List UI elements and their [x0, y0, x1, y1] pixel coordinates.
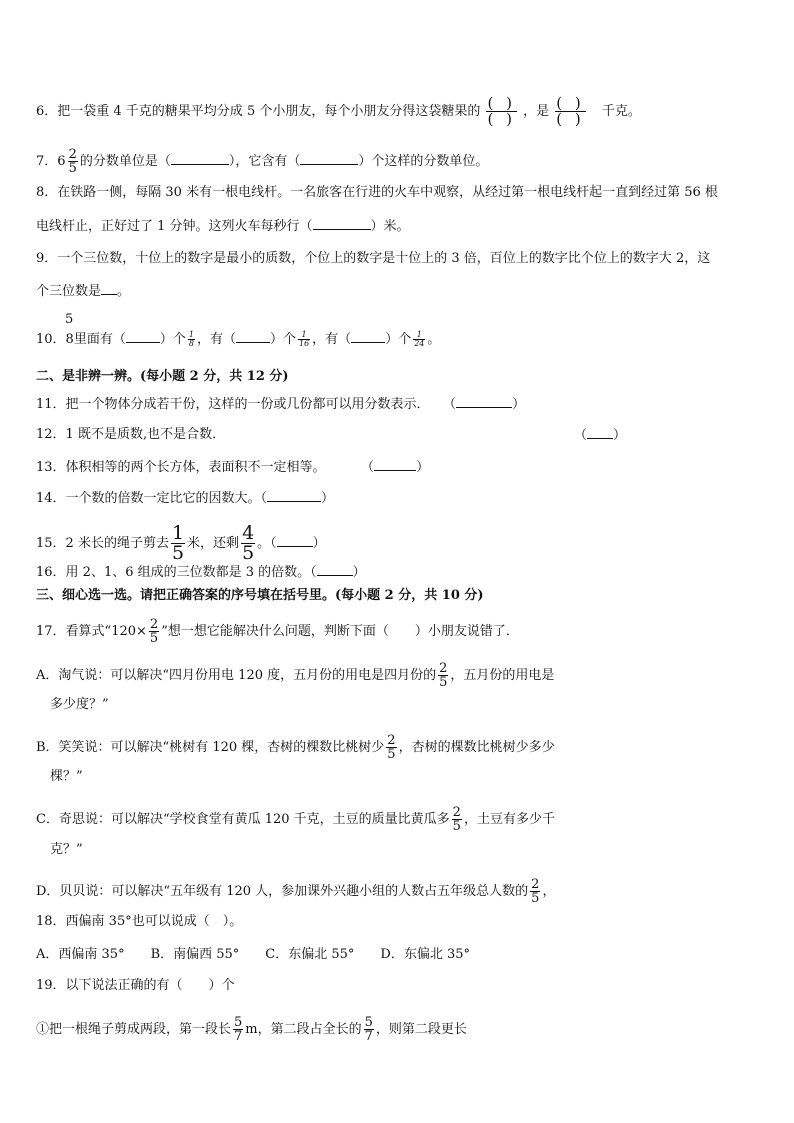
- fraction: [530, 878, 540, 905]
- question-10: [36, 330, 440, 349]
- text-segment: ）米。: [370, 219, 410, 234]
- text-segment: （: [574, 428, 588, 443]
- answer-blank[interactable]: [351, 330, 385, 343]
- text-segment: 2: [387, 733, 396, 748]
- answer-blank[interactable]: [171, 152, 229, 165]
- answer-blank[interactable]: [267, 489, 321, 502]
- option-17c: [36, 806, 555, 833]
- section-2-title: 二、是非辨一辨。(每小题 2 分，共 12 分): [36, 369, 289, 384]
- question-7: [36, 148, 488, 175]
- text-segment: ①把一根绳子剪成两段，第一段长: [36, 1022, 232, 1037]
- text-segment: A．淘气说：可以解决“四月份用电 120 度，五月份的用电是四月份的: [36, 668, 437, 683]
- text-segment: ，有（: [312, 332, 352, 347]
- answer-blank[interactable]: [313, 217, 371, 230]
- fraction-numerator: 5: [65, 312, 74, 327]
- text-segment: ，杏树的棵数比桃树少多少: [398, 740, 555, 755]
- text-segment: ）: [321, 491, 335, 506]
- text-segment: ”想一想它能解决什么问题，判断下面（ ）小朋友说错了．: [161, 624, 519, 639]
- text-segment: 16．用 2、1、6 组成的三位数都是 3 的倍数。（: [36, 565, 317, 580]
- text-segment: 24: [414, 339, 425, 348]
- fraction: [298, 331, 310, 348]
- text-segment: 5: [242, 542, 255, 564]
- question-18-options: A．西偏南 35° B．南偏西 55° C．东偏北 55° D．东偏北 35°: [36, 947, 471, 962]
- text-segment: 13．体积相等的两个长方体，表面积不一定相等。: [36, 460, 326, 475]
- text-segment: （: [367, 460, 375, 475]
- text-segment: 5: [452, 819, 461, 834]
- option-17b: [36, 734, 555, 761]
- text-segment: ）个这样的分数单位。: [358, 154, 489, 169]
- text-segment: 5: [149, 631, 159, 646]
- question-19: 19．以下说法正确的有（ ）个: [36, 978, 235, 993]
- text-segment: ）: [512, 397, 526, 412]
- answer-blank[interactable]: [236, 330, 270, 343]
- text-segment: 电线杆止，正好过了 1 分钟。这列火车每秒行（: [36, 219, 313, 234]
- question-12-answer: [574, 426, 626, 445]
- answer-blank[interactable]: [317, 563, 353, 576]
- text-segment: 11．把一个物体分成若干份，这样的一份或几份都可以用分数表示．: [36, 397, 430, 412]
- text-segment: 5: [234, 1015, 243, 1030]
- option-17a-cont: 多少度？”: [50, 697, 109, 712]
- text-segment: ，五月份的用电是: [450, 668, 555, 683]
- text-segment: ）: [352, 565, 366, 580]
- text-segment: ，有（: [196, 332, 236, 347]
- text-segment: 6: [57, 154, 66, 169]
- answer-blank[interactable]: [456, 395, 512, 408]
- text-segment: 1: [416, 330, 422, 339]
- text-segment: 5: [68, 161, 77, 176]
- fraction: [438, 662, 448, 689]
- question-17: [36, 618, 519, 645]
- text-segment: 。: [117, 284, 131, 299]
- option-17b-cont: 棵？”: [50, 769, 83, 784]
- question-6: [36, 96, 641, 127]
- text-segment: ( ): [487, 94, 516, 112]
- text-segment: 8: [65, 332, 74, 347]
- question-15: [36, 524, 326, 563]
- text-segment: 千克。: [601, 104, 641, 119]
- question-18: 18．西偏南 35°也可以说成（ ）。: [36, 914, 243, 929]
- fraction: [188, 331, 195, 348]
- text-segment: 4: [242, 522, 255, 544]
- text-segment: 2: [68, 147, 77, 162]
- text-segment: ）个: [269, 332, 296, 347]
- text-segment: ）: [416, 460, 430, 475]
- answer-fraction-blank: [555, 96, 585, 127]
- text-segment: B．笑笑说：可以解决“桃树有 120 棵，杏树的棵数比桃树少: [36, 740, 385, 755]
- text-segment: 14．一个数的倍数一定比它的因数大。（: [36, 491, 268, 506]
- text-segment: 个三位数是: [36, 284, 102, 299]
- text-segment: ( ): [556, 94, 585, 112]
- text-segment: ）个: [159, 332, 186, 347]
- text-segment: ( ): [487, 110, 516, 128]
- text-segment: 2: [149, 617, 159, 632]
- text-segment: ( ): [556, 110, 585, 128]
- option-17a: [36, 662, 554, 689]
- text-segment: 10．: [36, 332, 66, 347]
- text-segment: 5: [531, 891, 540, 906]
- text-segment: 16: [298, 339, 310, 348]
- answer-blank[interactable]: [126, 330, 160, 343]
- answer-blank[interactable]: [277, 534, 313, 547]
- answer-blank[interactable]: [300, 152, 358, 165]
- text-segment: 1: [188, 330, 194, 339]
- text-segment: 2: [452, 805, 461, 820]
- text-segment: 1: [301, 330, 307, 339]
- text-segment: ，是: [523, 104, 550, 119]
- fraction: [68, 148, 78, 175]
- text-segment: 5: [171, 542, 185, 564]
- option-17c-cont: 克？”: [50, 842, 83, 857]
- text-segment: D．贝贝说：可以解决“五年级有 120 人，参加课外兴趣小组的人数占五年级总人数的: [36, 884, 529, 899]
- text-segment: （: [449, 397, 457, 412]
- text-segment: 2: [439, 661, 448, 676]
- fraction: [452, 806, 462, 833]
- text-segment: 2: [531, 877, 540, 892]
- question-11: [36, 395, 525, 414]
- section-3-title: 三、细心选一选。请把正确答案的序号填在括号里。(每小题 2 分，共 10 分): [36, 588, 484, 603]
- text-segment: 7: [234, 1029, 243, 1044]
- text-segment: 。（: [257, 536, 277, 551]
- fraction: [233, 1016, 243, 1043]
- text-segment: 米，还剩: [187, 536, 240, 551]
- text-segment: 5: [387, 747, 396, 762]
- text-segment: 的分数单位是（: [79, 154, 171, 169]
- answer-blank[interactable]: [101, 282, 117, 295]
- text-segment: 17．看算式“120×: [36, 624, 147, 639]
- answer-blank[interactable]: [587, 426, 613, 439]
- question-12: 12．1 既不是质数,也不是合数．: [36, 427, 226, 442]
- question-13: [36, 458, 429, 477]
- text-segment: 。: [427, 332, 441, 347]
- text-segment: ）个: [385, 332, 412, 347]
- text-segment: 6．把一袋重 4 千克的糖果平均分成 5 个小朋友，每个小朋友分得这袋糖果的: [36, 104, 481, 119]
- answer-fraction-blank: [486, 96, 516, 127]
- text-segment: 5: [439, 675, 448, 690]
- text-segment: 1: [171, 522, 185, 544]
- text-segment: C．奇思说：可以解决“学校食堂有黄瓜 120 千克，土豆的质量比黄瓜多: [36, 812, 450, 827]
- question-9-line1: 9．一个三位数，十位上的数字是最小的质数，个位上的数字是十位上的 3 倍，百位上的数字比个位上的数字大 2，这: [36, 251, 711, 266]
- fraction: [386, 734, 396, 761]
- text-segment: ，土豆有多少千: [463, 812, 555, 827]
- option-17d: [36, 878, 555, 905]
- fraction: [149, 618, 159, 645]
- fraction: [364, 1016, 374, 1043]
- question-8-line1: 8．在铁路一侧，每隔 30 米有一根电线杆。一名旅客在行进的火车中观察，从经过第一根电线杆起一直到经过第 56 根: [36, 185, 718, 200]
- fraction: [413, 331, 425, 348]
- question-9-line2: [36, 282, 130, 301]
- answer-blank[interactable]: [374, 458, 416, 471]
- text-segment: m，第二段占全长的: [245, 1022, 362, 1037]
- text-segment: 里面有（: [73, 332, 126, 347]
- question-8-line2: [36, 217, 410, 236]
- text-segment: ）: [312, 536, 326, 551]
- question-16: [36, 563, 366, 582]
- text-segment: 7: [364, 1029, 373, 1044]
- text-segment: ），它含有（: [228, 154, 301, 169]
- question-14: [36, 489, 334, 508]
- fraction: [171, 524, 185, 563]
- text-segment: ，则第二段更长: [375, 1022, 467, 1037]
- text-segment: 15．2 米长的绳子剪去: [36, 536, 169, 551]
- text-segment: 5: [364, 1015, 373, 1030]
- fraction: [241, 524, 255, 563]
- text-segment: 8: [188, 339, 194, 348]
- question-19-item-1: [36, 1016, 467, 1043]
- text-segment: ）: [613, 428, 627, 443]
- text-segment: 7．: [36, 154, 58, 169]
- text-segment: ，: [542, 884, 556, 899]
